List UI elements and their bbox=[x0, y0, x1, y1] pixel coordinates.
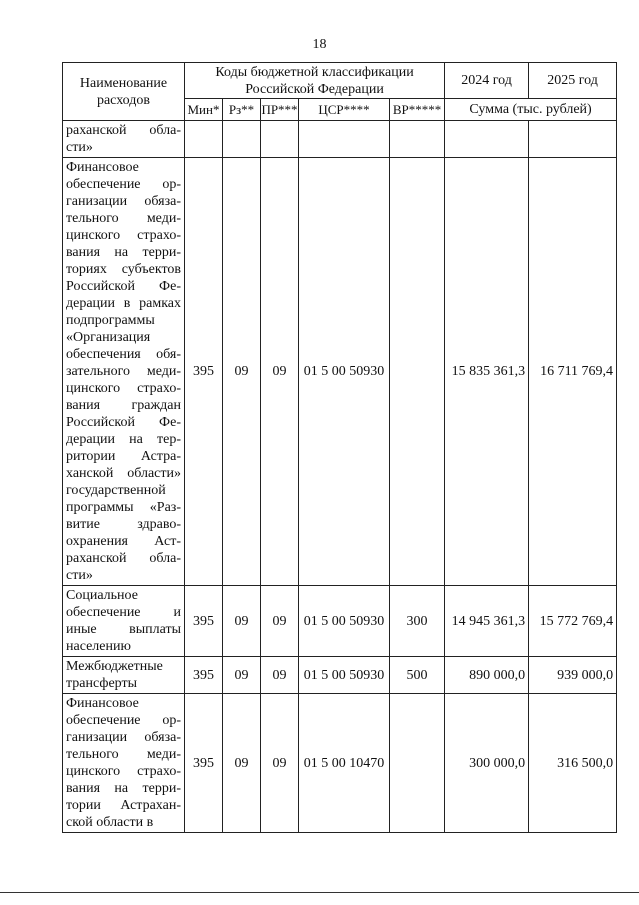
expense-name-line: цинского страхо- bbox=[66, 764, 181, 779]
code-rz bbox=[223, 121, 261, 158]
table-row bbox=[63, 158, 617, 586]
expense-name-line: ториях субъектов bbox=[66, 262, 181, 277]
code-min: 395 bbox=[185, 694, 223, 833]
expense-name-line: Финансовое bbox=[66, 696, 139, 711]
expense-name-line: обеспечения обя- bbox=[66, 347, 181, 362]
expense-name-line: цинского страхо- bbox=[66, 228, 181, 243]
code-pr: 09 bbox=[261, 657, 299, 694]
table-row bbox=[63, 657, 617, 694]
header-codes-label: Коды бюджетной классификации Российской Федерации bbox=[215, 64, 414, 97]
expense-name-line: тельного меди- bbox=[66, 747, 181, 762]
header-code-vr: ВР***** bbox=[390, 99, 445, 121]
code-vr: 300 bbox=[390, 586, 445, 657]
header-codes-group bbox=[185, 63, 445, 99]
expense-name-line: ской области в bbox=[66, 815, 154, 830]
expense-name bbox=[63, 694, 185, 833]
expense-name-line: зательного меди- bbox=[66, 364, 181, 379]
code-pr: 09 bbox=[261, 158, 299, 586]
expense-name-line: ритории Астра- bbox=[66, 449, 181, 464]
header-code-rz: Рз** bbox=[223, 99, 261, 121]
expense-name-line: вания граждан bbox=[66, 398, 181, 413]
expense-name-line: вания на терри- bbox=[66, 245, 181, 260]
code-rz: 09 bbox=[223, 158, 261, 586]
header-name-label: Наименование расходов bbox=[79, 75, 168, 108]
expense-name-line: Финансовое bbox=[66, 160, 139, 175]
expense-name-line: подпрограммы bbox=[66, 313, 155, 328]
header-name-cell bbox=[63, 63, 185, 121]
expense-name-line: ганизации обяза- bbox=[66, 730, 181, 745]
amount-2025: 316 500,0 bbox=[529, 694, 617, 833]
footer-line bbox=[0, 892, 639, 893]
code-rz: 09 bbox=[223, 586, 261, 657]
code-rz: 09 bbox=[223, 657, 261, 694]
code-min bbox=[185, 121, 223, 158]
expense-name bbox=[63, 657, 185, 694]
table-row bbox=[63, 694, 617, 833]
expense-name-line: обеспечение и bbox=[66, 605, 181, 620]
amount-2024: 300 000,0 bbox=[445, 694, 529, 833]
page-number: 18 bbox=[312, 37, 327, 52]
amount-2025 bbox=[529, 121, 617, 158]
expense-name-line: вания на терри- bbox=[66, 781, 181, 796]
code-min: 395 bbox=[185, 586, 223, 657]
expense-name-line: ханской области» bbox=[66, 466, 181, 481]
header-code-min: Мин* bbox=[185, 99, 223, 121]
amount-2024: 15 835 361,3 bbox=[445, 158, 529, 586]
expense-name-line: обеспечение ор- bbox=[66, 713, 181, 728]
code-vr bbox=[390, 158, 445, 586]
expense-name-line: сти» bbox=[66, 140, 93, 155]
expense-name-line: Российской Фе- bbox=[66, 279, 181, 294]
code-csr: 01 5 00 10470 bbox=[299, 694, 390, 833]
header-year-2025: 2025 год bbox=[529, 63, 617, 99]
expense-name bbox=[63, 121, 185, 158]
expense-name-line: иные выплаты bbox=[66, 622, 181, 637]
table-row bbox=[63, 121, 617, 158]
code-pr: 09 bbox=[261, 694, 299, 833]
expense-name-line: дерации в рамках bbox=[66, 296, 181, 311]
expense-name-line: тории Астрахан- bbox=[66, 798, 181, 813]
code-min: 395 bbox=[185, 158, 223, 586]
amount-2024 bbox=[445, 121, 529, 158]
amount-2025: 939 000,0 bbox=[529, 657, 617, 694]
expense-name-line: цинского страхо- bbox=[66, 381, 181, 396]
amount-2025: 16 711 769,4 bbox=[529, 158, 617, 586]
expense-name bbox=[63, 158, 185, 586]
code-vr bbox=[390, 694, 445, 833]
expense-name-line: Российской Фе- bbox=[66, 415, 181, 430]
expense-name-line: Социальное bbox=[66, 588, 138, 603]
expense-name-line: обеспечение ор- bbox=[66, 177, 181, 192]
amount-2024: 14 945 361,3 bbox=[445, 586, 529, 657]
code-vr bbox=[390, 121, 445, 158]
code-rz: 09 bbox=[223, 694, 261, 833]
expense-name-line: программы «Раз- bbox=[66, 500, 181, 515]
table-row bbox=[63, 586, 617, 657]
code-csr: 01 5 00 50930 bbox=[299, 657, 390, 694]
expense-name-line: ганизации обяза- bbox=[66, 194, 181, 209]
expense-name bbox=[63, 586, 185, 657]
code-pr bbox=[261, 121, 299, 158]
code-vr: 500 bbox=[390, 657, 445, 694]
header-code-csr: ЦСР**** bbox=[299, 99, 390, 121]
expense-name-line: дерации на тер- bbox=[66, 432, 181, 447]
expense-name-line: «Организация bbox=[66, 330, 151, 345]
expense-name-line: тельного меди- bbox=[66, 211, 181, 226]
code-csr: 01 5 00 50930 bbox=[299, 158, 390, 586]
code-min: 395 bbox=[185, 657, 223, 694]
amount-2025: 15 772 769,4 bbox=[529, 586, 617, 657]
header-sum-label: Сумма (тыс. рублей) bbox=[445, 99, 617, 121]
expense-name-line: раханской обла- bbox=[66, 123, 181, 138]
expense-name-line: витие здраво- bbox=[66, 517, 181, 532]
code-csr: 01 5 00 50930 bbox=[299, 586, 390, 657]
code-csr bbox=[299, 121, 390, 158]
expense-name-line: государственной bbox=[66, 483, 166, 498]
amount-2024: 890 000,0 bbox=[445, 657, 529, 694]
code-pr: 09 bbox=[261, 586, 299, 657]
expense-name-line: охранения Аст- bbox=[66, 534, 181, 549]
header-year-2024: 2024 год bbox=[445, 63, 529, 99]
expense-name-line: сти» bbox=[66, 568, 93, 583]
expense-name-line: Межбюджетные bbox=[66, 659, 163, 674]
expense-name-line: населению bbox=[66, 639, 131, 654]
header-code-pr: ПР*** bbox=[261, 99, 299, 121]
budget-table bbox=[62, 62, 617, 833]
expense-name-line: раханской обла- bbox=[66, 551, 181, 566]
expense-name-line: трансферты bbox=[66, 676, 138, 691]
